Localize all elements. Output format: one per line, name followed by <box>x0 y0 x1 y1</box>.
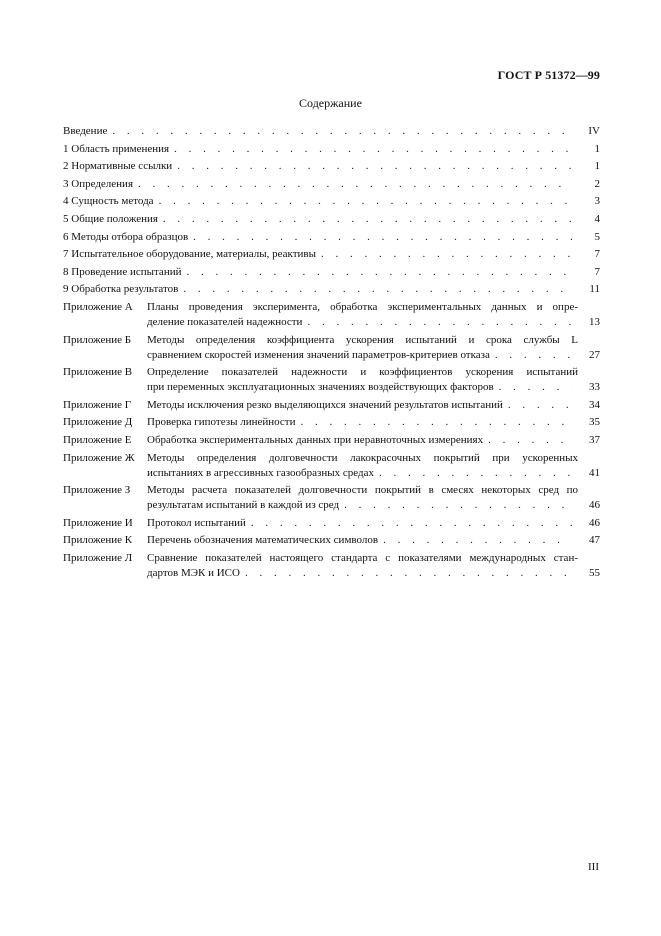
appendix-title-line: Сравнение показателей настоящего стандарта с показателями международных стан- <box>147 551 578 564</box>
appendix-title-last-line: результатам испытаний в каждой из сред <box>147 499 340 512</box>
toc-appendix-entry[interactable] <box>63 433 600 448</box>
toc-entry-label: 7 Испытательное оборудование, материалы, реактивы <box>63 248 316 261</box>
toc-entry-label: 8 Проведение испытаний <box>63 265 182 278</box>
page-number: III <box>588 861 599 873</box>
appendix-title-last-line: при переменных эксплуатационных значениях воздействующих факторов <box>147 381 494 394</box>
toc-entry-page: 55 <box>589 566 600 579</box>
appendix-title-last-line: Проверка гипотезы линейности <box>147 416 296 429</box>
dot-leader <box>112 124 572 139</box>
dot-leader <box>193 230 572 245</box>
appendix-prefix: Приложение Ж <box>63 451 135 464</box>
appendix-prefix: Приложение Е <box>63 433 132 446</box>
toc-entry-label: Введение <box>63 125 108 137</box>
toc-appendix-entry[interactable] <box>63 551 600 581</box>
toc-entry-page: 7 <box>594 265 600 278</box>
toc-entry[interactable] <box>63 247 600 262</box>
appendix-title-last-line: сравнением скоростей изменения значений параметров-критериев отказа <box>147 348 490 361</box>
toc-entry-page: 27 <box>589 348 600 361</box>
appendix-title-last-line: Обработка экспериментальных данных при неравноточных измерениях <box>147 433 484 446</box>
toc-entry-page: IV <box>588 125 600 137</box>
toc-entry-page: 41 <box>589 466 600 479</box>
dot-leader <box>495 348 572 363</box>
dot-leader <box>183 282 572 297</box>
toc-entry-label: 1 Область применения <box>63 142 170 155</box>
appendix-title-last-line: Протокол испытаний <box>147 516 246 529</box>
appendix-title-line: Методы определения коэффициента ускорения испытаний и срока службы L <box>147 333 578 346</box>
toc-appendix-entry[interactable] <box>63 483 600 513</box>
dot-leader <box>174 142 572 157</box>
dot-leader <box>186 265 572 280</box>
toc-appendix-entry[interactable] <box>63 398 600 413</box>
appendix-title-line: Методы определения долговечности лакокрасочных покрытий при ускоренных <box>147 451 578 464</box>
dot-leader <box>138 177 572 192</box>
appendix-prefix: Приложение Г <box>63 398 132 411</box>
appendix-prefix: Приложение Б <box>63 333 132 346</box>
dot-leader <box>159 194 572 209</box>
toc-entry[interactable] <box>63 230 600 245</box>
dot-leader <box>344 498 572 513</box>
toc-entry[interactable] <box>63 282 600 297</box>
document-header: ГОСТ Р 51372—99 <box>497 68 600 82</box>
toc-entry-page: 46 <box>589 516 600 529</box>
toc-entry-label: 2 Нормативные ссылки <box>63 160 173 173</box>
appendix-prefix: Приложение А <box>63 300 133 313</box>
dot-leader <box>245 566 572 581</box>
appendix-title-last-line: деление показателей надежности <box>147 315 303 328</box>
toc-entry-label: 4 Сущность метода <box>63 195 154 208</box>
toc-entry-page: 11 <box>589 283 600 296</box>
toc-entry[interactable] <box>63 159 600 174</box>
toc-appendix-entry[interactable] <box>63 533 600 548</box>
dot-leader <box>163 212 572 227</box>
toc-appendix-entry[interactable] <box>63 333 600 363</box>
toc-appendix-entry[interactable] <box>63 516 600 531</box>
toc-entry-label: 9 Обработка результатов <box>63 283 179 296</box>
toc-appendix-entry[interactable] <box>63 415 600 430</box>
appendix-title-last-line: Перечень обозначения математических символов <box>147 534 379 547</box>
dot-leader <box>383 533 572 548</box>
dot-leader <box>488 433 572 448</box>
dot-leader <box>321 247 572 262</box>
toc-entry-page: 33 <box>589 381 600 394</box>
dot-leader <box>508 398 572 413</box>
dot-leader <box>499 380 572 395</box>
toc-entry[interactable] <box>63 265 600 280</box>
toc-entry-page: 37 <box>589 433 600 446</box>
toc-entry-page: 5 <box>594 230 600 243</box>
toc-entry[interactable] <box>63 177 600 192</box>
toc-entry-label: 6 Методы отбора образцов <box>63 230 189 243</box>
appendix-prefix: Приложение В <box>63 366 133 379</box>
appendix-prefix: Приложение К <box>63 534 133 547</box>
appendix-title-line: Определение показателей надежности и коэффициентов ускорения испытаний <box>147 366 578 379</box>
appendix-title-last-line: Методы исключения резко выделяющихся значений результатов испытаний <box>147 398 503 411</box>
appendix-title-line: Планы проведения эксперимента, обработка экспериментальных данных и опре- <box>147 300 578 313</box>
toc-entry-label: 3 Определения <box>63 177 134 190</box>
table-of-contents <box>63 124 600 583</box>
appendix-title-last-line: испытаниях в агрессивных газообразных средах <box>147 466 374 479</box>
toc-entry[interactable] <box>63 194 600 209</box>
appendix-title-line: Методы расчета показателей долговечности покрытий в смесях некоторых сред по <box>147 484 578 497</box>
toc-appendix-entry[interactable] <box>63 451 600 481</box>
page-title: Содержание <box>299 96 362 110</box>
toc-entry-page: 3 <box>594 195 600 208</box>
toc-appendix-entry[interactable] <box>63 365 600 395</box>
toc-entry-label: 5 Общие положения <box>63 212 158 225</box>
toc-entry-page: 46 <box>589 499 600 512</box>
appendix-prefix: Приложение Л <box>63 551 133 564</box>
toc-entry-page: 2 <box>594 177 600 190</box>
toc-entry[interactable] <box>63 124 600 139</box>
toc-entry-page: 1 <box>594 160 600 173</box>
appendix-prefix: Приложение З <box>63 484 131 497</box>
toc-entry-page: 4 <box>594 212 600 225</box>
dot-leader <box>307 315 572 330</box>
dot-leader <box>300 415 572 430</box>
appendix-prefix: Приложение Д <box>63 416 133 429</box>
toc-entry-page: 34 <box>589 398 600 411</box>
dot-leader <box>177 159 572 174</box>
toc-appendix-entry[interactable] <box>63 300 600 330</box>
toc-entry-page: 7 <box>594 248 600 261</box>
toc-entry-page: 13 <box>589 315 600 328</box>
appendix-prefix: Приложение И <box>63 516 133 529</box>
toc-entry-page: 1 <box>594 142 600 155</box>
appendix-title-last-line: дартов МЭК и ИСО <box>147 566 240 579</box>
toc-entry[interactable] <box>63 142 600 157</box>
toc-entry-page: 35 <box>589 416 600 429</box>
dot-leader <box>251 516 572 531</box>
toc-entry-page: 47 <box>589 534 600 547</box>
dot-leader <box>379 466 572 481</box>
toc-entry[interactable] <box>63 212 600 227</box>
